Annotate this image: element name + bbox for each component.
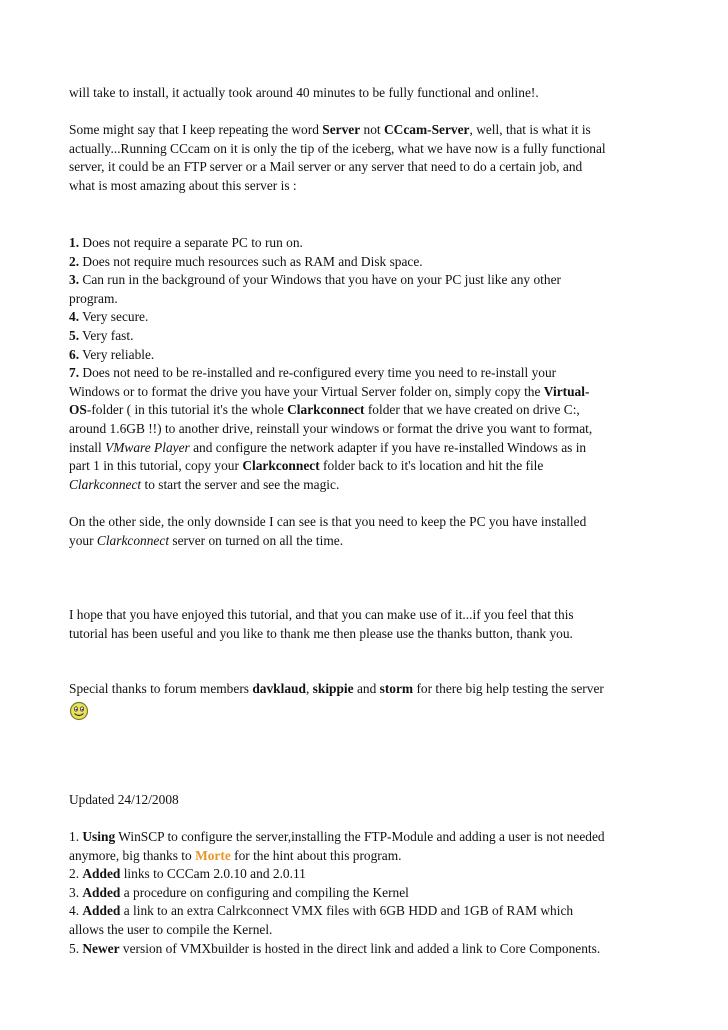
text-line	[69, 921, 669, 940]
text-line	[69, 884, 669, 903]
text-line	[69, 791, 669, 810]
bold-text: 5.	[69, 327, 80, 343]
text-line	[69, 532, 669, 551]
text-line	[69, 940, 669, 959]
text-run: Some might say that I keep repeating the word	[69, 122, 323, 137]
text-run: not	[360, 122, 384, 137]
text-run: Very secure.	[79, 309, 149, 325]
text-run: tutorial has been useful and you like to thank me then please use the thanks button, thank you.	[69, 625, 573, 641]
text-run: actually...Running CCcam on it is only the tip of the iceberg, what we have now is a fully functional	[69, 140, 606, 156]
bold-text: 7.	[69, 365, 80, 381]
text-run: Very fast.	[79, 327, 134, 343]
changelog-list	[69, 828, 669, 958]
text-line	[69, 828, 669, 847]
text-run: Does not require a separate PC to run on.	[79, 235, 303, 250]
text-run: and	[353, 681, 380, 696]
text-run: will take to install, it actually took around 40 minutes to be fully functional and online!.	[69, 85, 539, 100]
bold-text: Morte	[195, 847, 231, 863]
closing-paragraph	[69, 606, 669, 643]
text-run: , well, that is what it is	[469, 122, 591, 137]
text-run: 5.	[69, 940, 83, 956]
text-run: links to CCCam 2.0.10 and 2.0.11	[120, 866, 306, 882]
italic-text: Clarkconnect	[69, 476, 142, 492]
bold-text: 6.	[69, 346, 80, 362]
bold-text: Using	[82, 829, 116, 844]
text-run: Does not need to be re-installed and re-configured every time you need to re-install your	[79, 365, 557, 381]
special-thanks-paragraph	[69, 680, 669, 721]
bold-text: 4.	[69, 309, 80, 325]
bold-text: Newer	[82, 940, 120, 956]
text-line	[69, 140, 669, 159]
text-run: folder back to it's location and hit the file	[319, 458, 544, 474]
text-run: and configure the network adapter if you have re-installed Windows as in	[189, 439, 587, 455]
text-run: server, it could be an FTP server or a Mail server or any server that need to do a certain job, and	[69, 159, 583, 175]
feature-list	[69, 234, 669, 494]
bold-text: Added	[82, 884, 121, 900]
text-line	[69, 253, 669, 272]
text-run: Windows or to format the drive you have your Virtual Server folder on, simply copy the	[69, 383, 544, 399]
text-run: folder that we have created on drive C:,	[364, 402, 580, 418]
text-line	[69, 476, 669, 495]
text-run: to start the server and see the magic.	[141, 476, 340, 492]
text-line	[69, 121, 669, 140]
text-line	[69, 401, 669, 420]
bold-text: Virtual-	[543, 383, 590, 399]
text-line	[69, 847, 669, 866]
text-run: -folder ( in this tutorial it's the whole	[86, 402, 288, 418]
text-run: ,	[305, 681, 313, 696]
text-line	[69, 158, 669, 177]
text-line	[69, 865, 669, 884]
intro-paragraph	[69, 84, 669, 103]
text-line	[69, 271, 669, 290]
text-run: server on turned on all the time.	[169, 532, 344, 548]
text-line	[69, 308, 669, 327]
text-run: WinSCP to configure the server,installing the FTP-Module and adding a user is not needed	[115, 829, 605, 844]
italic-text: Clarkconnect	[96, 532, 170, 548]
text-run: a link to an extra Calrkconnect VMX files with 6GB HDD and 1GB of RAM which	[120, 903, 574, 919]
bold-text: skippie	[312, 681, 354, 696]
bold-text: Added	[82, 903, 121, 919]
server-paragraph	[69, 121, 669, 195]
text-run: 1.	[69, 829, 83, 844]
text-line	[69, 84, 669, 103]
downside-paragraph	[69, 513, 669, 550]
text-line	[69, 420, 669, 439]
text-line	[69, 902, 669, 921]
text-run: for there big help testing the server	[413, 681, 604, 696]
italic-text: VMware Player	[105, 439, 190, 455]
bold-text: davklaud	[252, 681, 306, 696]
text-run: 2.	[69, 866, 83, 882]
text-line	[69, 680, 669, 699]
bold-text: Clarkconnect	[287, 402, 365, 418]
text-run: anymore, big thanks to	[69, 847, 196, 863]
smiley-face-icon	[69, 701, 89, 721]
text-line	[69, 234, 669, 253]
text-run: install	[69, 439, 106, 455]
bold-text: Server	[322, 122, 361, 137]
text-run: your	[69, 532, 97, 548]
text-line	[69, 513, 669, 532]
text-run: what is most amazing about this server is :	[69, 177, 297, 193]
text-run: a procedure on configuring and compiling the Kernel	[120, 884, 409, 900]
special-thanks-text	[69, 680, 669, 699]
text-line	[69, 346, 669, 365]
bold-text: storm	[379, 681, 414, 696]
bold-text: OS	[69, 402, 87, 418]
text-run: On the other side, the only downside I can see is that you need to keep the PC you have installed	[69, 514, 587, 529]
text-run: Does not require much resources such as RAM and Disk space.	[79, 253, 423, 269]
text-run: I hope that you have enjoyed this tutorial, and that you can make use of it...if you feel that this	[69, 607, 574, 622]
text-run: Very reliable.	[79, 346, 155, 362]
text-line	[69, 327, 669, 346]
text-run: allows the user to compile the Kernel.	[69, 921, 273, 937]
text-run: part 1 in this tutorial, copy your	[69, 458, 243, 474]
text-run: Can run in the background of your Windows that you have on your PC just like any other	[79, 272, 561, 288]
text-line	[69, 457, 669, 476]
text-line	[69, 625, 669, 644]
text-run: for the hint about this program.	[230, 847, 402, 863]
text-line	[69, 439, 669, 458]
update-date	[69, 791, 669, 810]
text-line	[69, 364, 669, 383]
bold-text: 3.	[69, 272, 80, 288]
bold-text: CCcam-Server	[383, 122, 470, 137]
text-line	[69, 383, 669, 402]
text-run: Updated 24/12/2008	[69, 792, 179, 807]
text-run: 3.	[69, 884, 83, 900]
text-run: around 1.6GB !!) to another drive, reinstall your windows or format the drive you want to format,	[69, 420, 593, 436]
bold-text: 2.	[69, 253, 80, 269]
text-line	[69, 177, 669, 196]
bold-text: Clarkconnect	[242, 458, 320, 474]
text-run: program.	[69, 290, 118, 306]
text-run: version of VMXbuilder is hosted in the direct link and added a link to Core Components.	[119, 940, 601, 956]
text-line	[69, 606, 669, 625]
text-run: 4.	[69, 903, 83, 919]
bold-text: 1.	[69, 235, 80, 250]
text-run: Special thanks to forum members	[69, 681, 253, 696]
text-line	[69, 290, 669, 309]
bold-text: Added	[82, 866, 121, 882]
